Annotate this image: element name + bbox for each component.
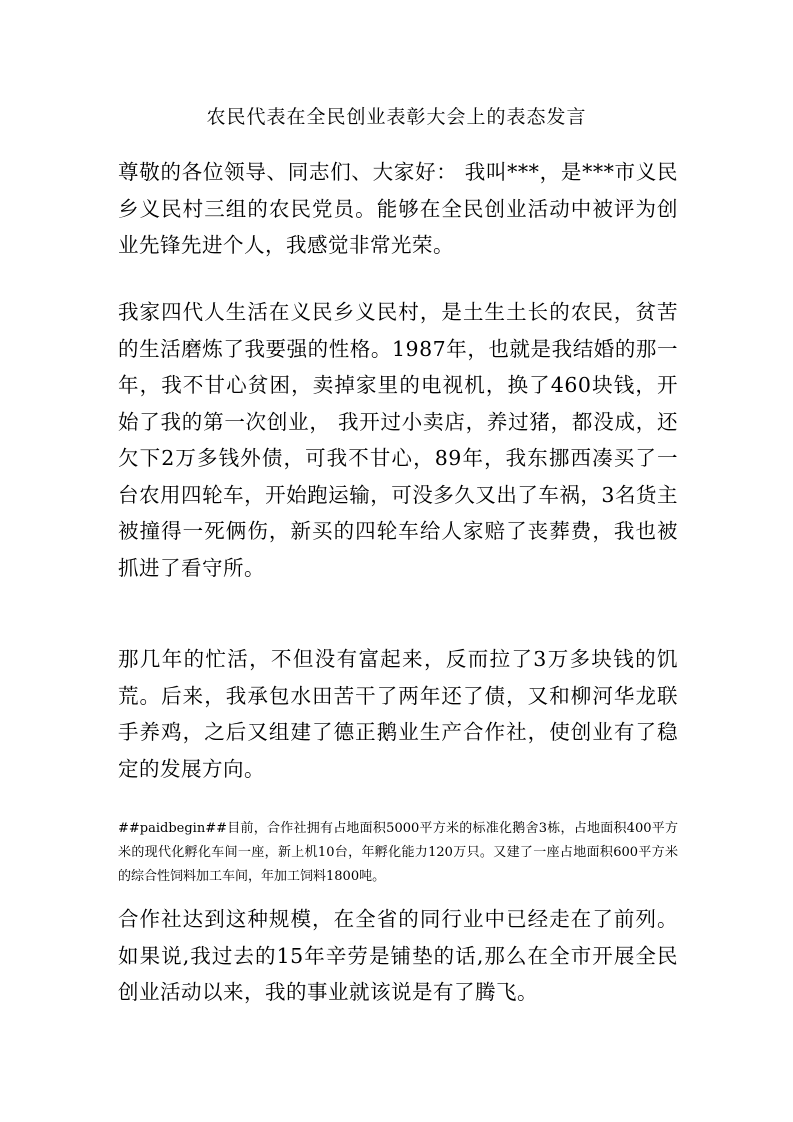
paragraph-closing: 合作社达到这种规模，在全省的同行业中已经走在了前列。如果说,我过去的15年辛劳是铺垫的话,那么在全市开展全民创业活动以来，我的事业就该说是有了腾飞。 [118, 907, 678, 1004]
paragraph-turnaround: 那几年的忙活，不但没有富起来，反而拉了3万多块钱的饥荒。后来，我承包水田苦干了两年还了债，又和柳河华龙联手养鸡，之后又组建了德正鹅业生产合作社，使创业有了稳定的发展方向。 [118, 647, 678, 781]
document-title: 农民代表在全民创业表彰大会上的表态发言 [206, 106, 587, 128]
paragraph-greeting: 尊敬的各位领导、同志们、大家好： 我叫***，是***市义民乡义民村三组的农民党员。能够在全民创业活动中被评为创业先锋先进个人，我感觉非常光荣。 [118, 160, 678, 257]
paragraph-cooperative-details: ##paidbegin##目前，合作社拥有占地面积5000平方米的标准化鹅舍3栋，占地面积400平方米的现代化孵化车间一座，新上机10台，年孵化能力120万只。又建了一座占地面积600平方米的综合性饲料加工车间，年加工饲料1800吨。 [118, 821, 678, 884]
paragraph-background: 我家四代人生活在义民乡义民村，是土生土长的农民，贫苦的生活磨炼了我要强的性格。1987年，也就是我结婚的那一年，我不甘心贫困，卖掉家里的电视机，换了460块钱，开始了我的第一次创业， 我开过小卖店，养过猪，都没成，还欠下2万多钱外债，可我不甘心，89年，我东挪西凑买了一台农用四轮车，开始跑运输，可没多久又出了车祸，3名货主被撞得一死俩伤，新买的四轮车给人家赔了丧葬费，我也被抓进了看守所。 [118, 300, 678, 580]
